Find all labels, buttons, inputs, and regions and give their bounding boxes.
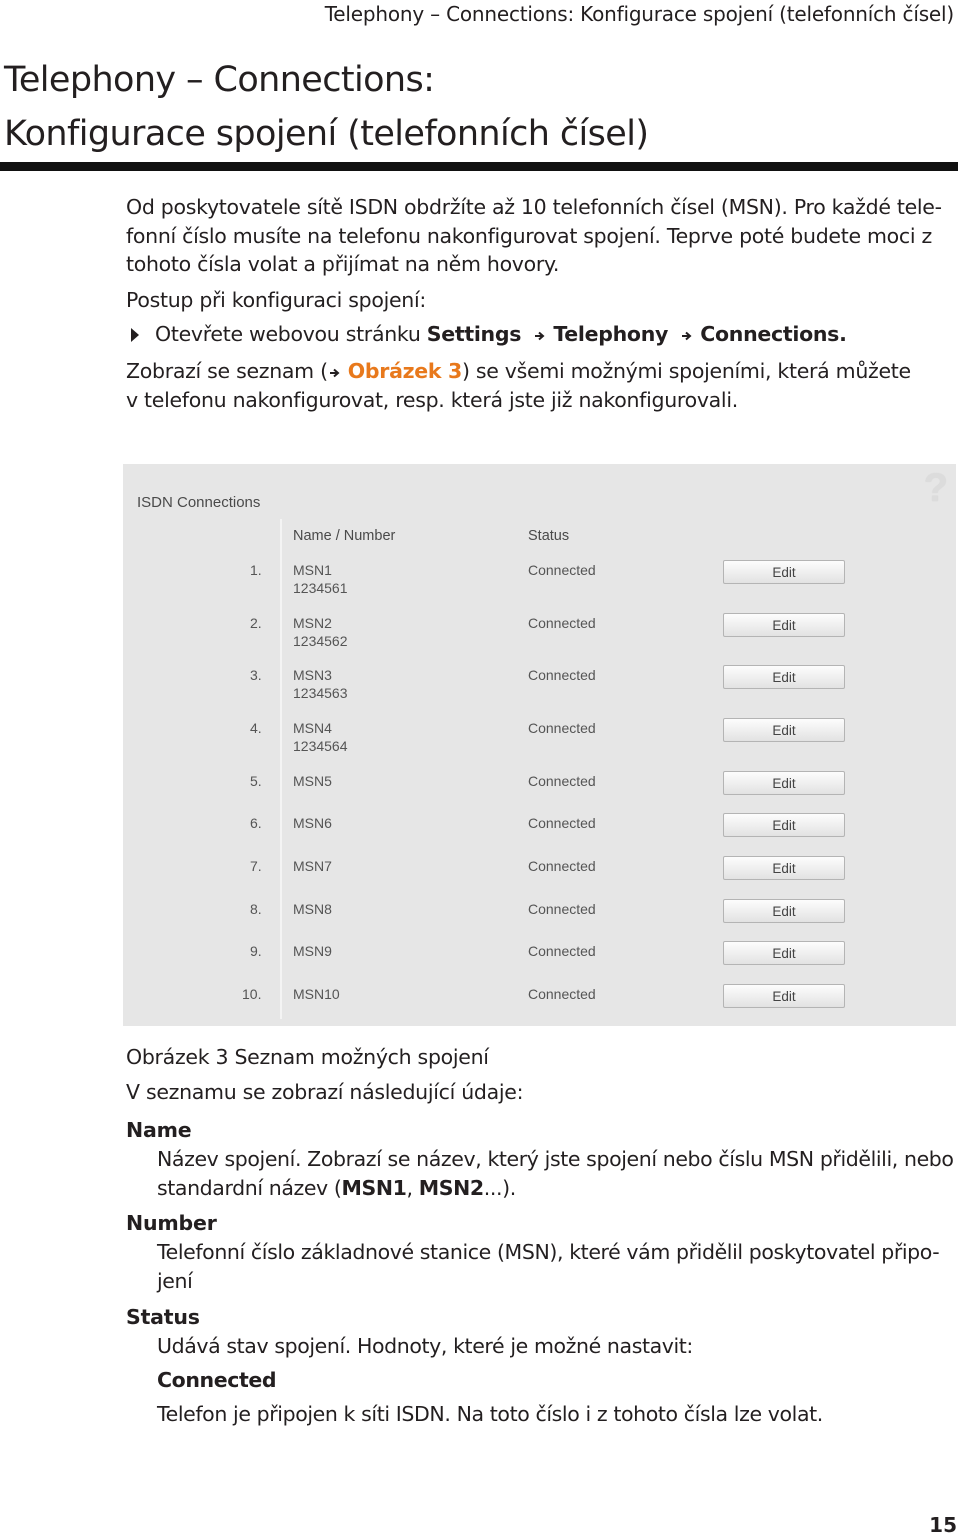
connection-name: MSN7	[293, 858, 332, 874]
edit-button[interactable]: Edit	[723, 813, 845, 837]
connection-name: MSN5	[293, 773, 332, 789]
definition-name-line-1: Název spojení. Zobrazí se název, který jste spojení nebo číslu MSN přidělili, nebo	[157, 1147, 954, 1171]
term-status: Status	[126, 1305, 200, 1329]
figure-caption: Obrázek 3 Seznam možných spojení	[126, 1045, 489, 1069]
connection-name-number	[293, 900, 332, 918]
intro-line-1: Od poskytovatele sítě ISDN obdržíte až 10 telefonních čísel (MSN). Pro každé tele-	[126, 195, 942, 219]
column-header-name-number: Name / Number	[293, 528, 396, 544]
definition-name	[157, 1145, 957, 1203]
connection-status: Connected	[528, 901, 596, 917]
row-number: 6.	[250, 815, 262, 831]
list-description: V seznamu se zobrazí následující údaje:	[126, 1080, 524, 1104]
connection-name: MSN2	[293, 615, 332, 631]
connection-status: Connected	[528, 815, 596, 831]
row-number: 2.	[250, 615, 262, 631]
def-text: ...).	[483, 1176, 516, 1200]
connection-name: MSN8	[293, 901, 332, 917]
row-number: 3.	[250, 667, 262, 683]
column-header-status: Status	[528, 528, 570, 544]
connection-name-number	[293, 814, 332, 832]
edit-button[interactable]: Edit	[723, 941, 845, 965]
definition-name-line-2	[157, 1174, 957, 1203]
def-text: ,	[406, 1176, 419, 1200]
definition-number-line-2: jení	[157, 1269, 193, 1293]
connection-name-number	[293, 666, 348, 702]
row-number: 10.	[242, 986, 262, 1002]
connection-number: 1234563	[293, 685, 348, 701]
edit-button[interactable]: Edit	[723, 613, 845, 637]
isdn-connections-screenshot	[123, 464, 956, 1026]
connection-status: Connected	[528, 562, 596, 578]
procedure-label: Postup při konfiguraci spojení:	[126, 288, 426, 312]
connection-name: MSN10	[293, 986, 340, 1002]
figure-reference-link[interactable]: Obrázek 3	[347, 359, 462, 383]
row-number: 9.	[250, 943, 262, 959]
connection-name-number	[293, 857, 332, 875]
definition-status: Udává stav spojení. Hodnoty, které je možné nastavit:	[157, 1334, 693, 1358]
connection-status: Connected	[528, 720, 596, 736]
title-rule	[0, 162, 958, 171]
intro-paragraph	[126, 193, 956, 279]
connection-number: 1234561	[293, 580, 348, 596]
row-number: 7.	[250, 858, 262, 874]
connection-status: Connected	[528, 858, 596, 874]
help-icon[interactable]: ?	[923, 466, 948, 510]
row-number: 5.	[250, 773, 262, 789]
edit-button[interactable]: Edit	[723, 560, 845, 584]
step-path-telephony: Telephony	[553, 322, 669, 346]
definition-number-line-1: Telefonní číslo základnové stanice (MSN), které vám přidělil poskytovatel připo-	[157, 1240, 940, 1264]
list-intro-prefix: Zobrazí se seznam (	[126, 359, 328, 383]
definition-connected: Telefon je připojen k síti ISDN. Na toto číslo i z tohoto čísla lze volat.	[157, 1402, 823, 1426]
connection-name: MSN3	[293, 667, 332, 683]
page-title-line-1: Telephony – Connections:	[4, 60, 435, 100]
step-bullet-icon	[131, 328, 139, 342]
row-number: 8.	[250, 901, 262, 917]
definition-number	[157, 1238, 957, 1296]
connection-name-number	[293, 772, 332, 790]
connection-name-number	[293, 985, 340, 1003]
edit-button[interactable]: Edit	[723, 899, 845, 923]
list-intro-paragraph	[126, 357, 956, 414]
connection-status: Connected	[528, 986, 596, 1002]
term-name: Name	[126, 1118, 192, 1142]
connection-status: Connected	[528, 773, 596, 789]
path-arrow-icon	[682, 331, 692, 341]
connection-name: MSN4	[293, 720, 332, 736]
connection-status: Connected	[528, 615, 596, 631]
default-name-msn2: MSN2	[418, 1176, 484, 1200]
list-intro-line-1	[126, 357, 956, 386]
step-prefix: Otevřete webovou stránku	[155, 322, 427, 346]
connection-status: Connected	[528, 667, 596, 683]
intro-line-3: tohoto čísla volat a přijímat na něm hovory.	[126, 252, 560, 276]
reference-arrow-icon	[330, 368, 340, 378]
edit-button[interactable]: Edit	[723, 665, 845, 689]
connection-name: MSN1	[293, 562, 332, 578]
page-number: 15	[929, 1513, 957, 1537]
edit-button[interactable]: Edit	[723, 771, 845, 795]
list-intro-line-2: v telefonu nakonfigurovat, resp. která jste již nakonfigurovali.	[126, 387, 738, 412]
connection-number: 1234562	[293, 633, 348, 649]
def-text: standardní název (	[157, 1176, 342, 1200]
connection-number: 1234564	[293, 738, 348, 754]
connection-name: MSN6	[293, 815, 332, 831]
term-connected: Connected	[157, 1368, 277, 1392]
connection-name-number	[293, 942, 332, 960]
edit-button[interactable]: Edit	[723, 856, 845, 880]
row-number: 4.	[250, 720, 262, 736]
connection-status: Connected	[528, 943, 596, 959]
procedure-step	[131, 320, 960, 349]
list-intro-suffix: ) se všemi možnými spojeními, která můžete	[461, 359, 911, 383]
column-divider	[280, 519, 282, 1019]
page-title-line-2: Konfigurace spojení (telefonních čísel)	[4, 114, 649, 154]
step-suffix: .	[839, 322, 847, 346]
term-number: Number	[126, 1211, 217, 1235]
screenshot-title: ISDN Connections	[137, 494, 261, 511]
connection-name-number	[293, 719, 348, 755]
connection-name: MSN9	[293, 943, 332, 959]
step-path-connections: Connections	[700, 322, 840, 346]
connection-name-number	[293, 561, 348, 597]
connection-name-number	[293, 614, 348, 650]
step-path-settings: Settings	[426, 322, 522, 346]
row-number: 1.	[250, 562, 262, 578]
running-header: Telephony – Connections: Konfigurace spojení (telefonních čísel)	[324, 2, 954, 26]
edit-button[interactable]: Edit	[723, 984, 845, 1008]
path-arrow-icon	[535, 331, 545, 341]
intro-line-2: fonní číslo musíte na telefonu nakonfigurovat spojení. Teprve poté budete moci z	[126, 223, 932, 248]
default-name-msn1: MSN1	[341, 1176, 407, 1200]
edit-button[interactable]: Edit	[723, 718, 845, 742]
